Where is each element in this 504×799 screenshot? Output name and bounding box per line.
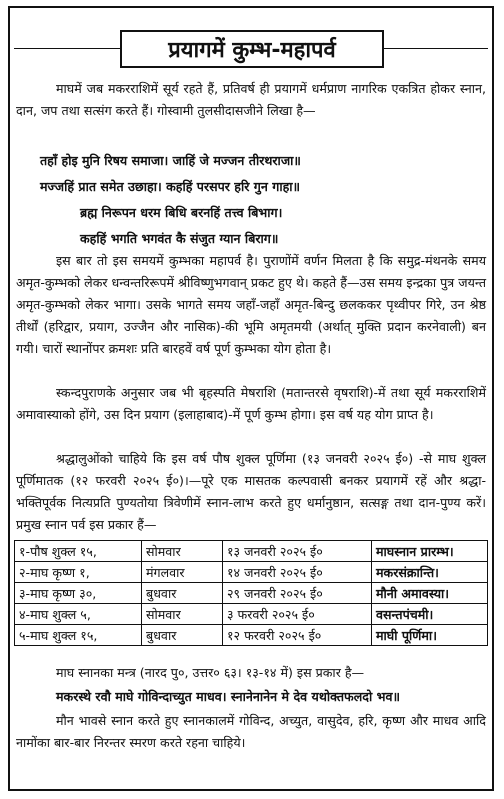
day-cell: बुधवार	[142, 583, 223, 604]
paragraph-skanda: स्कन्दपुराणके अनुसार जब भी बृहस्पति मेषराशि (मतान्तरसे वृषराशि)-में तथा सूर्य मकरराशिमें अमावास्याको होंगे, उस दिन प्रयाग (इलाहाबाद)-में पूर्ण कुम्भ होगा। इस वर्ष यह योग प्राप्त है।	[16, 385, 486, 422]
date-cell: २९ जनवरी २०२५ ई०	[223, 583, 372, 604]
intro-paragraph: माघमें जब मकरराशिमें सूर्य रहते हैं, प्रतिवर्ष ही प्रयागमें धर्मप्राण नागरिक एकत्रित होकर स्नान, दान, जप तथा सत्संग करते हैं। गोस्वामी तुलसीदासजीने लिखा है—	[16, 81, 486, 118]
bathing-schedule-table	[14, 540, 488, 646]
day-cell: बुधवार	[142, 625, 223, 646]
tithi-cell: २-माघ कृष्ण १,	[15, 562, 142, 583]
page-title: प्रयागमें कुम्भ-महापर्व	[168, 38, 336, 63]
date-cell: १२ फरवरी २०२५ ई०	[223, 625, 372, 646]
verse-line-2: मज्जहिं प्रात समेत उछाहा। कहहिं परसपर हरि गुन गाहा॥	[40, 179, 301, 194]
tithi-cell: ५-माघ शुक्ल १५,	[15, 625, 142, 646]
verse-line-3: ब्रह्म निरूपन धरम बिधि बरनहिं तत्त्व बिभाग।	[80, 205, 283, 220]
tithi-cell: ३-माघ कृष्ण ३०,	[15, 583, 142, 604]
paragraph-kumbh: इस बार तो इस समयमें कुम्भका महापर्व है। पुराणोंमें वर्णन मिलता है कि समुद्र-मंथनके समय अमृत-कुम्भको लेकर धन्वन्तरिरूपमें श्रीविष्णुभगवान् प्रकट हुए थे। कहते हैं—उस समय इन्द्रका पुत्र जयन्त अमृत-कुम्भको लेकर भागा। उसके भागते समय जहाँ-जहाँ अमृत-बिन्दु छलककर पृथ्वीपर गिरे, उन श्रेष्ठ तीर्थों (हरिद्वार, प्रयाग, उज्जैन और नासिक)-की भूमि अमृतमयी (अर्थात् मुक्ति प्रदान करनेवाली) बन गयी। चारों स्थानोंपर क्रमशः प्रति बारहवें वर्ष पूर्ण कुम्भका योग होता है।	[16, 253, 486, 356]
table-row	[15, 625, 488, 646]
date-cell: १४ जनवरी २०२५ ई०	[223, 562, 372, 583]
mantra-text: मकरस्थे रवौ माघे गोविन्दाच्युत माधव। स्नानेनानेन मे देव यथोक्तफलदो भव॥	[56, 689, 401, 704]
paragraph-mantra-intro: माघ स्नानका मन्त्र (नारद पु०, उत्तर० ६३। १३-१४ में) इस प्रकार है—	[56, 665, 365, 680]
verse-line-1: तहाँ होइ मुनि रिषय समाजा। जाहिं जे मज्जन तीरथराजा॥	[40, 153, 301, 168]
event-cell: माघी पूर्णिमा।	[372, 625, 488, 646]
event-cell: माघस्नान प्रारम्भ।	[372, 541, 488, 562]
tithi-cell: १-पौष शुक्ल १५,	[15, 541, 142, 562]
event-cell: मकरसंक्रान्ति।	[372, 562, 488, 583]
title-box	[120, 30, 384, 68]
paragraph-silent-bath: मौन भावसे स्नान करते हुए स्नानकालमें गोविन्द, अच्युत, वासुदेव, हरि, कृष्ण और माधव आदि नामोंका बार-बार निरन्तर स्मरण करते रहना चाहिये।	[16, 713, 486, 750]
table-row	[15, 541, 488, 562]
day-cell: सोमवार	[142, 604, 223, 625]
date-cell: ३ फरवरी २०२५ ई०	[223, 604, 372, 625]
day-cell: मंगलवार	[142, 562, 223, 583]
event-cell: मौनी अमावस्या।	[372, 583, 488, 604]
date-cell: १३ जनवरी २०२५ ई०	[223, 541, 372, 562]
tithi-cell: ४-माघ शुक्ल ५,	[15, 604, 142, 625]
paragraph-devotees: श्रद्धालुओंको चाहिये कि इस वर्ष पौष शुक्ल पूर्णिमा (१३ जनवरी २०२५ ई०) -से माघ शुक्ल पूर्णिमातक (१२ फरवरी २०२५ ई०)।—पूरे एक मासतक कल्पवासी बनकर प्रयागमें रहें और श्रद्धा-भक्तिपूर्वक नित्यप्रति पुण्यतोया त्रिवेणीमें स्नान-लाभ करते हुए धर्मानुष्ठान, सत्सङ्ग तथा दान-पुण्य करें। प्रमुख स्नान पर्व इस प्रकार हैं—	[16, 451, 486, 532]
table-row	[15, 604, 488, 625]
verse-line-4: कहहिं भगति भगवंत कै संजुत ग्यान बिराग॥	[80, 231, 279, 246]
day-cell: सोमवार	[142, 541, 223, 562]
table-row	[15, 562, 488, 583]
table-row	[15, 583, 488, 604]
event-cell: वसन्तपंचमी।	[372, 604, 488, 625]
